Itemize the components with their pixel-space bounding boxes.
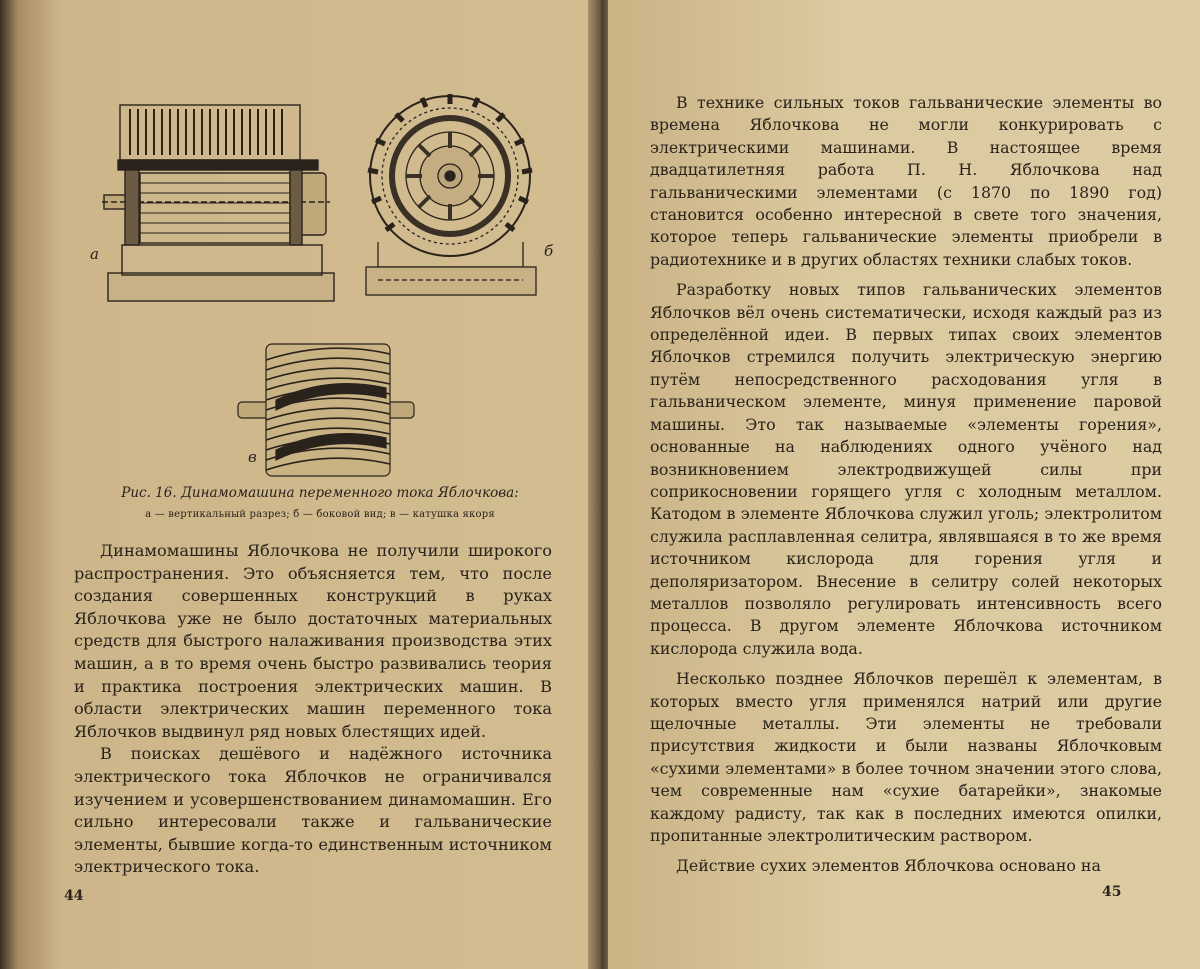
page-number: 44 <box>64 888 84 904</box>
page-number: 45 <box>1102 884 1122 900</box>
figure-label-c: в <box>248 448 257 466</box>
paragraph: В поисках дешёвого и надёжного источника электрического тока Яблочков не ограничивался изучением и усовершенствованием динамомашин. Его сильно интересовали также и гальванические элементы, бывшие когда-то единственным источником электрического тока. <box>74 744 552 877</box>
right-page <box>608 0 1200 969</box>
figure-b-side-view <box>358 92 554 302</box>
paragraph: Несколько позднее Яблочков перешёл к элементам, в которых вместо угля применялся натрий или другие щелочные металлы. Эти элементы не требовали присутствия жидкости и были названы Яблочковым «сухими элементами» в более точном значении этого слова, чем современные нам «сухие батарейки», знакомые каждому радисту, так как в последних имеются опилки, пропитанные электролитическим раствором. <box>650 669 1162 845</box>
paragraph: Действие сухих элементов Яблочкова основано на <box>676 856 1101 876</box>
caption-title: Рис. 16. Динамомашина переменного тока Яблочкова: <box>121 485 519 501</box>
left-page <box>40 0 592 969</box>
figure-label-b: б <box>544 242 554 260</box>
paragraph: Разработку новых типов гальванических элементов Яблочков вёл очень систематически, исходя каждый раз из определённой идеи. В первых типах своих элементов Яблочков стремился получить электрическую энергию путём непосредственного расходования угля в гальваническом элементе, минуя применение паровой машины. Это так называемые «элементы горения», основанные на наблюдениях одного учёного над возникновением электродвижущей силы при соприкосновении горящего угля с холодным металлом. Катодом в элементе Яблочкова служил уголь; электролитом служила расплавленная селитра, являвшаяся в то же время источником кислорода для горения угля и деполяризатором. Внесение в селитру солей некоторых металлов позволяло регулировать интенсивность всего процесса. В другом элементе Яблочкова источником кислорода служила вода. <box>650 280 1162 658</box>
figure-caption <box>90 482 550 526</box>
paragraph: В технике сильных токов гальванические элементы во времена Яблочкова не могли конкурировать с электрическими машинами. В настоящее время двадцатилетняя работа П. Н. Яблочкова над гальваническими элементами (с 1870 по 1890 год) становится особенно интересной в свете того значения, которое теперь гальванические элементы приобрели в радиотехнике и в других областях техники слабых токов. <box>650 93 1162 269</box>
figure-a-vertical-section <box>90 95 350 310</box>
caption-legend: а — вертикальный разрез; б — боковой вид; в — катушка якоря <box>145 509 495 520</box>
figure-c-armature-coil <box>236 340 416 480</box>
figure-label-a: а <box>90 245 99 263</box>
right-page-text <box>650 92 1162 886</box>
paragraph: Динамомашины Яблочкова не получили широкого распространения. Это объясняется тем, что после создания совершенных конструкций в руках Яблочкова уже не было достаточных материальных средств для быстрого налаживания производства этих машин, а в то время очень быстро развивались теория и практика построения электрических машин. В области электрических машин переменного тока Яблочков выдвинул ряд новых блестящих идей. <box>74 541 552 741</box>
left-page-text <box>74 540 552 879</box>
